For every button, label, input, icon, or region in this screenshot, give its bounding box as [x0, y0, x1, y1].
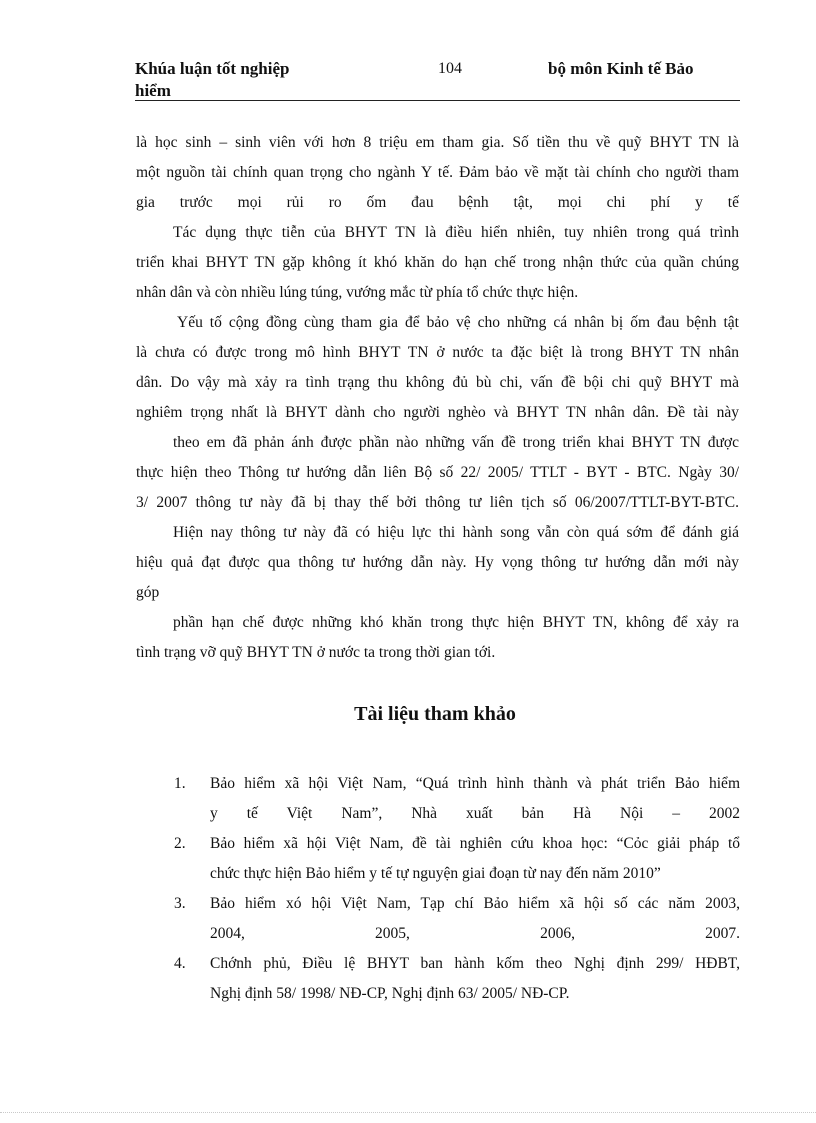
page-bottom-border [0, 1112, 816, 1113]
body-line: theo em đã phản ánh được phần nào những vấn đề trong triển khai BHYT TN được [173, 434, 739, 451]
body-text [136, 128, 739, 668]
page-number: 104 [438, 60, 462, 77]
reference-number: 2. [174, 835, 186, 852]
reference-line: 2004, 2005, 2006, 2007. [210, 925, 740, 942]
header-department: bộ môn Kinh tế Bảo [548, 59, 694, 78]
reference-number: 4. [174, 955, 186, 972]
reference-line: Nghị định 58/ 1998/ NĐ-CP, Nghị định 63/ 2005/ NĐ-CP. [210, 985, 570, 1002]
references-list [174, 769, 740, 1009]
body-line: góp [136, 584, 160, 601]
header-divider [135, 100, 740, 101]
header-title-line-1: Khúa luận tốt nghiệp [135, 59, 290, 78]
body-line: hiệu quả đạt được qua thông tư hướng dẫn này. Hy vọng thông tư hướng dẫn mới này [136, 554, 739, 571]
body-line: phần hạn chế được những khó khăn trong thực hiện BHYT TN, không để xảy ra [173, 614, 739, 631]
body-line: Tác dụng thực tiễn của BHYT TN là điều hiển nhiên, tuy nhiên trong quá trình [173, 224, 739, 241]
body-line: 3/ 2007 thông tư này đã bị thay thế bởi thông tư liên tịch số 06/2007/TTLT-BYT-BTC. [136, 494, 739, 511]
body-line: gia trước mọi rủi ro ốm đau bệnh tật, mọi chi phí y tế [136, 194, 739, 211]
reference-item [174, 769, 740, 829]
reference-line: y tế Việt Nam”, Nhà xuất bản Hà Nội – 2002 [210, 805, 740, 822]
body-line: dân. Do vậy mà xảy ra tình trạng thu không đủ bù chi, vấn đề bội chi quỹ BHYT mà [136, 374, 739, 391]
reference-number: 1. [174, 775, 186, 792]
body-line: là chưa có được trong mô hình BHYT TN ở nước ta đặc biệt là trong BHYT TN nhân [136, 344, 739, 361]
body-line: Yếu tố cộng đồng cùng tham gia để bảo vệ cho những cá nhân bị ốm đau bệnh tật [177, 314, 739, 331]
references-heading: Tài liệu tham khảo [354, 703, 516, 725]
body-line: tình trạng vỡ quỹ BHYT TN ở nước ta trong thời gian tới. [136, 644, 496, 661]
body-line: là học sinh – sinh viên với hơn 8 triệu em tham gia. Số tiền thu về quỹ BHYT TN là [136, 134, 739, 151]
body-line: nhân dân và còn nhiều lúng túng, vướng mắc từ phía tổ chức thực hiện. [136, 284, 579, 301]
body-line: thực hiện theo Thông tư hướng dẫn liên Bộ số 22/ 2005/ TTLT - BYT - BTC. Ngày 30/ [136, 464, 739, 481]
header-thesis-title [135, 58, 355, 102]
header-title-line-2: hiểm [135, 81, 171, 100]
body-line: triển khai BHYT TN gặp không ít khó khăn do hạn chế trong nhận thức của quần chúng [136, 254, 739, 271]
reference-item [174, 829, 740, 889]
reference-item [174, 889, 740, 949]
reference-number: 3. [174, 895, 186, 912]
reference-item [174, 949, 740, 1009]
reference-line: Chớnh phủ, Điều lệ BHYT ban hành kốm theo Nghị định 299/ HĐBT, [210, 955, 740, 972]
reference-line: Bảo hiểm xã hội Việt Nam, đề tài nghiên cứu khoa học: “Cỏc giải pháp tổ [210, 835, 740, 852]
body-line: Hiện nay thông tư này đã có hiệu lực thi hành song vẫn còn quá sớm để đánh giá [173, 524, 739, 541]
reference-line: Bảo hiểm xó hội Việt Nam, Tạp chí Bảo hiểm xã hội số các năm 2003, [210, 895, 740, 912]
body-line: nghiêm trọng nhất là BHYT dành cho người nghèo và BHYT TN nhân dân. Đề tài này [136, 404, 739, 421]
body-line: một nguồn tài chính quan trọng cho ngành Y tế. Đảm bảo về mặt tài chính cho người tham [136, 164, 739, 181]
reference-line: chức thực hiện Bảo hiểm y tế tự nguyện giai đoạn từ nay đến năm 2010” [210, 865, 661, 882]
reference-line: Bảo hiểm xã hội Việt Nam, “Quá trình hình thành và phát triển Bảo hiểm [210, 775, 740, 792]
